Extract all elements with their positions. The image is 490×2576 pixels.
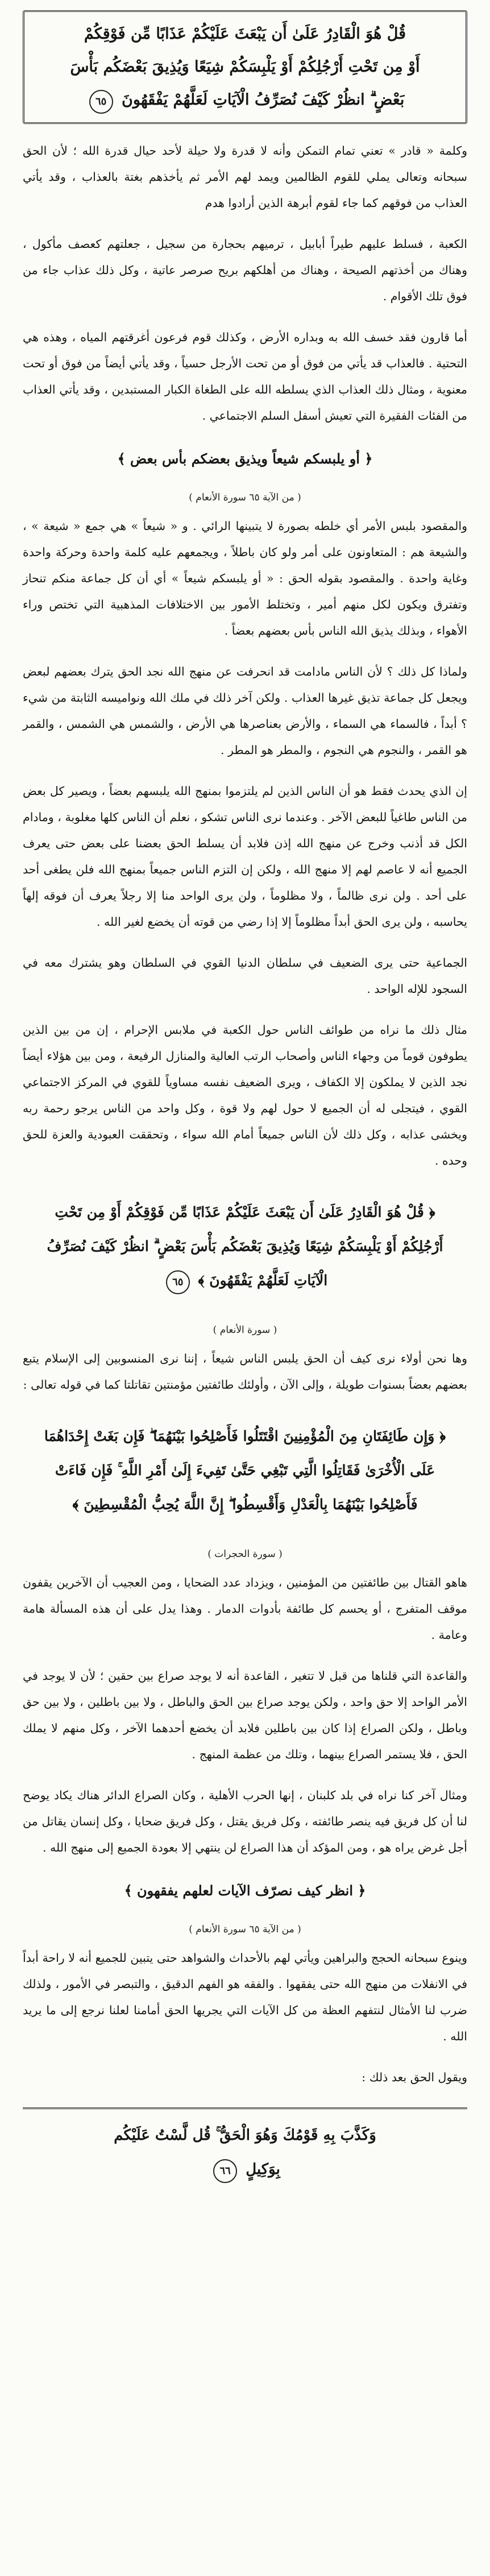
header-verse-line-2: أَوْ مِن تَحْتِ أَرْجُلِكُمْ أَوْ يَلْبِسَكُمْ شِيَعًا وَيُذِيقَ بَعْضَكُم بَأْسَ — [70, 58, 420, 76]
verse-reference-2: ( سورة الأنعام ) — [213, 1324, 277, 1336]
quoted-verse-1: ﴿ أو يلبسكم شيعاً ويذيق بعضكم بأس بعض ﴾ — [117, 450, 373, 467]
verse-reference-4: ( من الآية ٦٥ سورة الأنعام ) — [189, 1924, 301, 1935]
paragraph-14: ويقول الحق بعد ذلك : — [362, 2070, 467, 2084]
paragraph-9: وها نحن أولاء نرى كيف أن الحق يلبس الناس شيعاً ، إننا نرى المنسوبين إلى الإسلام يتبع بعضهم بعضاً بسنوات طويلة ، وإلى الآن ، وأولئك طائفتين مؤمنتين تقاتلتا كما في قوله تعالى : — [23, 1352, 467, 1391]
paragraph-5: ولماذا كل ذلك ؟ لأن الناس مادامت قد انحرفت عن منهج الله نجد الحق يترك بعضهم لبعض ويجعل كل جماعة تذيق غيرها العذاب . ولكن آخر ذلك في ملك الله ونواميسه الثابتة من شيء ؟ أبداً ، فالسماء هي السماء ، والأرض بعناصرها هي الأرض ، والشمس هي الشمس ، والقمر هو القمر ، والنجوم هي النجوم ، والمطر هو المطر . — [23, 665, 467, 757]
inline-verse-1 — [23, 1188, 467, 1304]
paragraph-13: وينوع سبحانه الحجج والبراهين ويأتي لهم بالأحداث والشواهد حتى يتبين للجميع أنه لا راحة أبداً في الانفلات من منهج الله حتى يفقهوا . والفقه هو الفهم الدقيق ، والتبصر في الأمور ، ولذلك ضرب لنا الأمثال لنتفهم العظة من كل الآيات التي يجريها الحق أمامنا لعلنا نرجع إلى ما يريد الله . — [23, 1951, 467, 2043]
verse-reference-3: ( سورة الحجرات ) — [207, 1548, 283, 1560]
paragraph-6: إن الذي يحدث فقط هو أن الناس الذين لم يلتزموا بمنهج الله يلبسهم بعضاً ، ويصير كل بعض من الناس طاغياً للبعض الآخر . وعندما نرى الناس تشكو ، نعلم أن الناس كلها مغلوبة ، ومادام الكل قد أذنب وخرج عن منهج الله إذن فلابد أن يسلط الحق بعضنا على بعض حتى يعرف الجميع أنه لا عاصم لهم إلا منهج الله ، ولكن إن التزم الناس جميعاً بمنهج الله فلن يطغى أحد على أحد . ولن نرى ظالماً ، ولا مظلوماً ، ولن يرى الواحد منا إلا رجلاً يعرف أن فوقه إلهاً يحاسبه ، ولن يرى الحق أبداً مظلوماً إلا إذا رضي من قوته أن يخضع لغير الله . — [23, 784, 467, 929]
header-verse-line-3 — [34, 84, 456, 117]
paragraph-8: مثال ذلك ما نراه من طوائف الناس حول الكعبة في ملابس الإحرام ، إن من بين الذين يطوفون قوماً من وجهاء الناس وأصحاب الرتب العالية والمنازل الرفيعة ، ومن بين هؤلاء أيضاً نجد الذين لا يملكون إلا الكفاف ، ويرى الضعيف نفسه مساوياً للقوي في المركز الاجتماعي القوي ، فيتجلى له أن الجميع لا حول لهم ولا قوة ، وكل واحد من الناس يرجو رحمة ربه ويخشى عذابه ، وكل ذلك لأن الناس جميعاً أمام الله سواء ، وتحققت العبودية والعزة للحق وحده . — [23, 1023, 467, 1167]
footer-verse-line-2 — [34, 2152, 456, 2186]
paragraph-10: هاهو القتال بين طائفتين من المؤمنين ، ويزداد عدد الضحايا ، ومن العجيب أن الآخرين يقفون موقف المتفرج ، أو يحسم كل طائفة بأدوات الدمار . وهذا يدل على أن هذه المسألة هامة وعامة . — [23, 1576, 467, 1642]
verse-reference-1: ( من الآية ٦٥ سورة الأنعام ) — [189, 492, 301, 503]
footer-verse — [23, 2107, 467, 2196]
quoted-verse-2: ﴿ انظر كيف نصرّف الآيات لعلهم يفقهون ﴾ — [124, 1882, 366, 1899]
ayah-number-badge: ٦٥ — [166, 1270, 190, 1294]
ayah-number-badge: ٦٥ — [89, 90, 113, 114]
footer-verse-line-1: وَكَذَّبَ بِهِ قَوْمُكَ وَهُوَ الْحَقُّ ۚ قُل لَّسْتُ عَلَيْكُم — [114, 2127, 376, 2144]
paragraph-11: والقاعدة التي قلناها من قبل لا تتغير ، القاعدة أنه لا يوجد صراع بين حقين ؛ لأن لا يوجد في الأمر الواحد إلا حق واحد ، ولكن يوجد صراع بين الحق والباطل ، ولا بين باطلين ، ولا بين حق وباطل ، ولكن الصراع إذا كان بين باطلين فلابد أن يخضع أحدهما الآخر ، وكل منهم لا يملك الحق ، فلا يستمر الصراع بينهما ، وتلك من عظمة المنهج . — [23, 1669, 467, 1761]
inline-verse-2: ﴿ وَإِن طَائِفَتَانِ مِنَ الْمُؤْمِنِينَ اقْتَتَلُوا فَأَصْلِحُوا بَيْنَهُمَا ۖ فَإِن بَغَتْ إِحْدَاهُمَا عَلَى الْأُخْرَىٰ فَقَاتِلُوا الَّتِي تَبْغِي حَتَّىٰ تَفِيءَ إِلَىٰ أَمْرِ اللَّهِ ۚ فَإِن فَاءَتْ فَأَصْلِحُوا بَيْنَهُمَا بِالْعَدْلِ وَأَقْسِطُوا ۖ إِنَّ اللَّهَ يُحِبُّ الْمُقْسِطِينَ ﴾ — [44, 1428, 446, 1513]
paragraph-12: ومثال آخر كنا نراه في بلد كلبنان ، إنها الحرب الأهلية ، وكان الصراع الدائر هناك يكاد يوضح لنا أن كل فريق فيه ينصر طائفته ، وكل فريق يقتل ، وكل فريق ضحايا ، وكل إنسان يقاتل من أجل غرض يراه هو ، ومن المؤكد أن هذا الصراع لن ينتهي إلا بعودة الجميع إلى منهج الله . — [23, 1788, 467, 1854]
paragraph-3: أما قارون فقد خسف الله به وبداره الأرض ، وكذلك قوم فرعون أغرقتهم المياه ، وهذه هي التحتية . فالعذاب قد يأتي من فوق أو من تحت الأرجل حسياً ، وقد يأتي أيضاً من فوق أو تحت معنوية ، ومثال ذلك العذاب الذي يسلطه الله على الطغاة الكبار المستبدين ، وقد يأتي العذاب من الفئات الفقيرة التي تعيش أسفل السلم الاجتماعي . — [23, 330, 467, 423]
footer-verse-line-2-text: بِوَكِيلٍ — [246, 2161, 280, 2178]
ayah-number-badge: ٦٦ — [213, 2159, 237, 2183]
header-verse-line-1: قُلْ هُوَ الْقَادِرُ عَلَىٰ أَن يَبْعَثَ عَلَيْكُمْ عَذَابًا مِّن فَوْقِكُمْ — [84, 25, 406, 43]
inline-verse-1-text: ﴿ قُلْ هُوَ الْقَادِرُ عَلَىٰ أَن يَبْعَثَ عَلَيْكُمْ عَذَابًا مِّن فَوْقِكُمْ أَوْ مِن تَحْتِ أَرْجُلِكُمْ أَوْ يَلْبِسَكُمْ شِيَعًا وَيُذِيقَ بَعْضَكُم بَأْسَ بَعْضٍ ۗ انظُرْ كَيْفَ نُصَرِّفُ الْآيَاتِ لَعَلَّهُمْ يَفْقَهُونَ ﴾ — [47, 1204, 443, 1289]
paragraph-7: الجماعية حتى يرى الضعيف في سلطان الدنيا القوي في السلطان وهو يشترك معه في السجود للإله الواحد . — [23, 956, 468, 996]
header-verse-line-3-text: بَعْضٍ ۗ انظُرْ كَيْفَ نُصَرِّفُ الْآيَاتِ لَعَلَّهُمْ يَفْقَهُونَ — [122, 91, 405, 109]
paragraph-2: الكعبة ، فسلط عليهم طيراً أبابيل ، ترميهم بحجارة من سجيل ، جعلتهم كعصف مأكول ، وهناك من أخذتهم الصيحة ، وهناك من أهلكهم بريح صرصر عاتية ، وكل ذلك عذاب جاء من فوق تلك الأقوام . — [23, 237, 467, 303]
paragraph-4: والمقصود بلبس الأمر أي خلطه بصورة لا يتبينها الرائي . و « شيعاً » هي جمع « شيعة » ، والشيعة هم : المتعاونون على أمر ولو كان باطلاً ، ويجمعهم عليه كلمة واحدة وحركة واحدة وغاية واحدة . والمقصود بقوله الحق : « أو يلبسكم شيعاً » أي أن كل جماعة منكم تنحاز وتفترق ويكون لكل منهم أمير ، وتختلط الأمور بين الاختلافات المذهبية التي تختص وراء الأهواء ، وبذلك يذيق الله الناس بأس بعضهم بعضاً . — [23, 519, 467, 637]
header-verse-frame — [23, 10, 467, 124]
paragraph-1: وكلمة « قادر » تعني تمام التمكن وأنه لا قدرة ولا حيلة لأحد حيال قدرة الله ؛ لأن الحق سبحانه وتعالى يملي للقوم الظالمين ويمد لهم الأمر ثم يأخذهم بغتة بالعذاب ، وقد يأتي العذاب من فوقهم كما جاء لقوم أبرهة الذين أرادوا هدم — [23, 144, 467, 210]
